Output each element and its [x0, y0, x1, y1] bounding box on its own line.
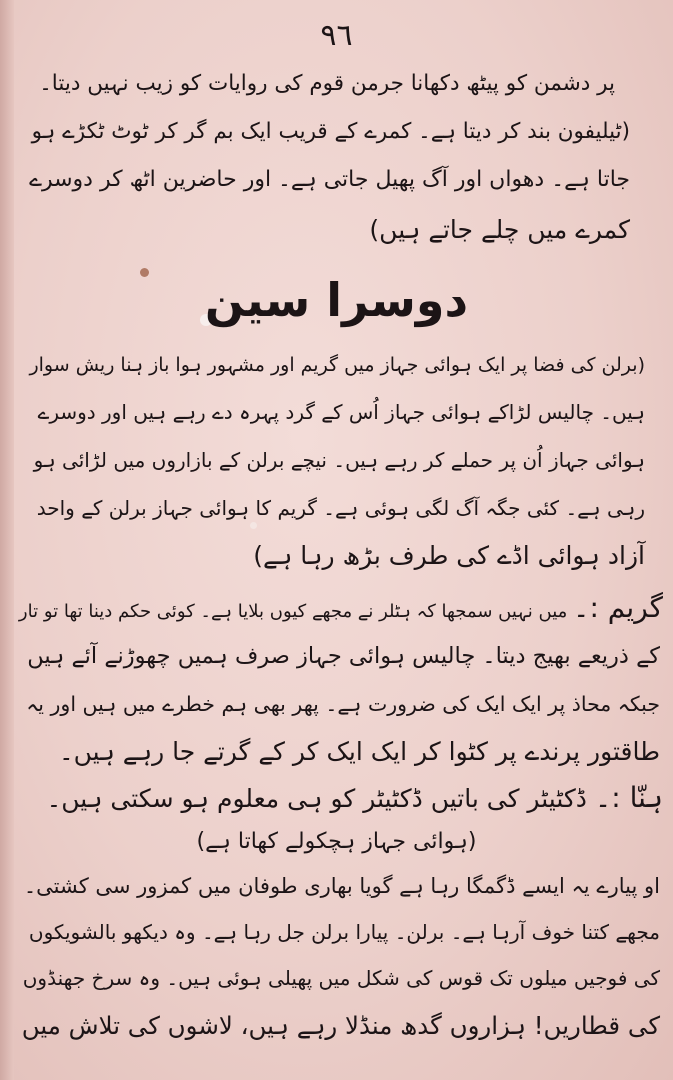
dialogue-text: میں نہیں سمجھا کہ ہٹلر نے مجھے کیوں بلایا ہے۔ کوئی حکم دینا تھا تو تار — [18, 601, 568, 622]
scene-title: دوسرا سین — [204, 273, 469, 327]
speaker-name: ہنّا :۔ — [594, 781, 663, 814]
dialogue-line: مجھے کتنا خوف آرہا ہے۔ برلن۔ پیارا برلن جل رہا ہے۔ وہ دیکھو بالشویکوں — [28, 920, 660, 944]
dialogue-line — [20, 778, 663, 819]
text-line: جاتا ہے۔ دھواں اور آگ پھیل جاتی ہے۔ اور حاضرین اٹھ کر دوسرے — [29, 167, 630, 192]
dialogue-line: کے ذریعے بھیج دیتا۔ چالیس ہوائی جہاز صرف ہمیں چھوڑنے آئے ہیں — [27, 643, 660, 669]
text-line: (ٹیلیفون بند کر دیتا ہے۔ کمرے کے قریب ایک بم گر کر ٹوٹ ٹکڑے ہو — [31, 119, 630, 144]
stage-direction: ہیں۔ چالیس لڑاکے ہوائی جہاز اُس کے گرد پہرہ دے رہے ہیں اور دوسرے — [37, 400, 645, 424]
dialogue-line: جبکہ محاذ پر ایک ایک کی ضرورت ہے۔ پھر بھی ہم خطرے میں ہیں اور یہ — [26, 692, 660, 716]
page-number: ٩٦ — [320, 18, 353, 53]
stage-direction: (ہوائی جہاز ہچکولے کھاتا ہے) — [196, 829, 477, 854]
stage-direction: آزاد ہوائی اڈے کی طرف بڑھ رہا ہے) — [253, 541, 645, 570]
dialogue-line — [20, 588, 663, 632]
stage-direction: (برلن کی فضا پر ایک ہوائی جہاز میں گریم اور مشہور ہوا باز ہنا ریش سوار — [29, 354, 645, 376]
dialogue-line: طاقتور پرندے پر کٹوا کر ایک ایک کر کے گرتے جا رہے ہیں۔ — [58, 737, 660, 766]
dialogue-line: کی فوجیں میلوں تک قوس کی شکل میں پھیلی ہوئی ہیں۔ وہ سرخ جھنڈوں — [22, 966, 660, 990]
stage-direction: ہوائی جہاز اُن پر حملے کر رہے ہیں۔ نیچے برلن کے بازاروں میں لڑائی ہو — [33, 448, 645, 472]
dialogue-line: او پیارے یہ ایسے ڈگمگا رہا ہے گویا بھاری طوفان میں کمزور سی کشتی۔ — [23, 874, 660, 898]
stage-direction: رہی ہے۔ کئی جگہ آگ لگی ہوئی ہے۔ گریم کا ہوائی جہاز برلن کے واحد — [36, 496, 645, 520]
text-line: پر دشمن کو پیٹھ دکھانا جرمن قوم کی روایات کو زیب نہیں دیتا۔ — [39, 71, 615, 96]
dialogue-line: کی قطاریں! ہزاروں گدھ منڈلا رہے ہیں، لاشوں کی تلاش میں — [21, 1011, 660, 1040]
page-edge — [0, 0, 14, 1080]
speaker-name: گریم :۔ — [573, 591, 663, 624]
dialogue-text: ڈکٹیٹر کی باتیں ڈکٹیٹر کو ہی معلوم ہو سکتی ہیں۔ — [46, 784, 587, 813]
stage-direction: کمرے میں چلے جاتے ہیں) — [369, 215, 630, 244]
